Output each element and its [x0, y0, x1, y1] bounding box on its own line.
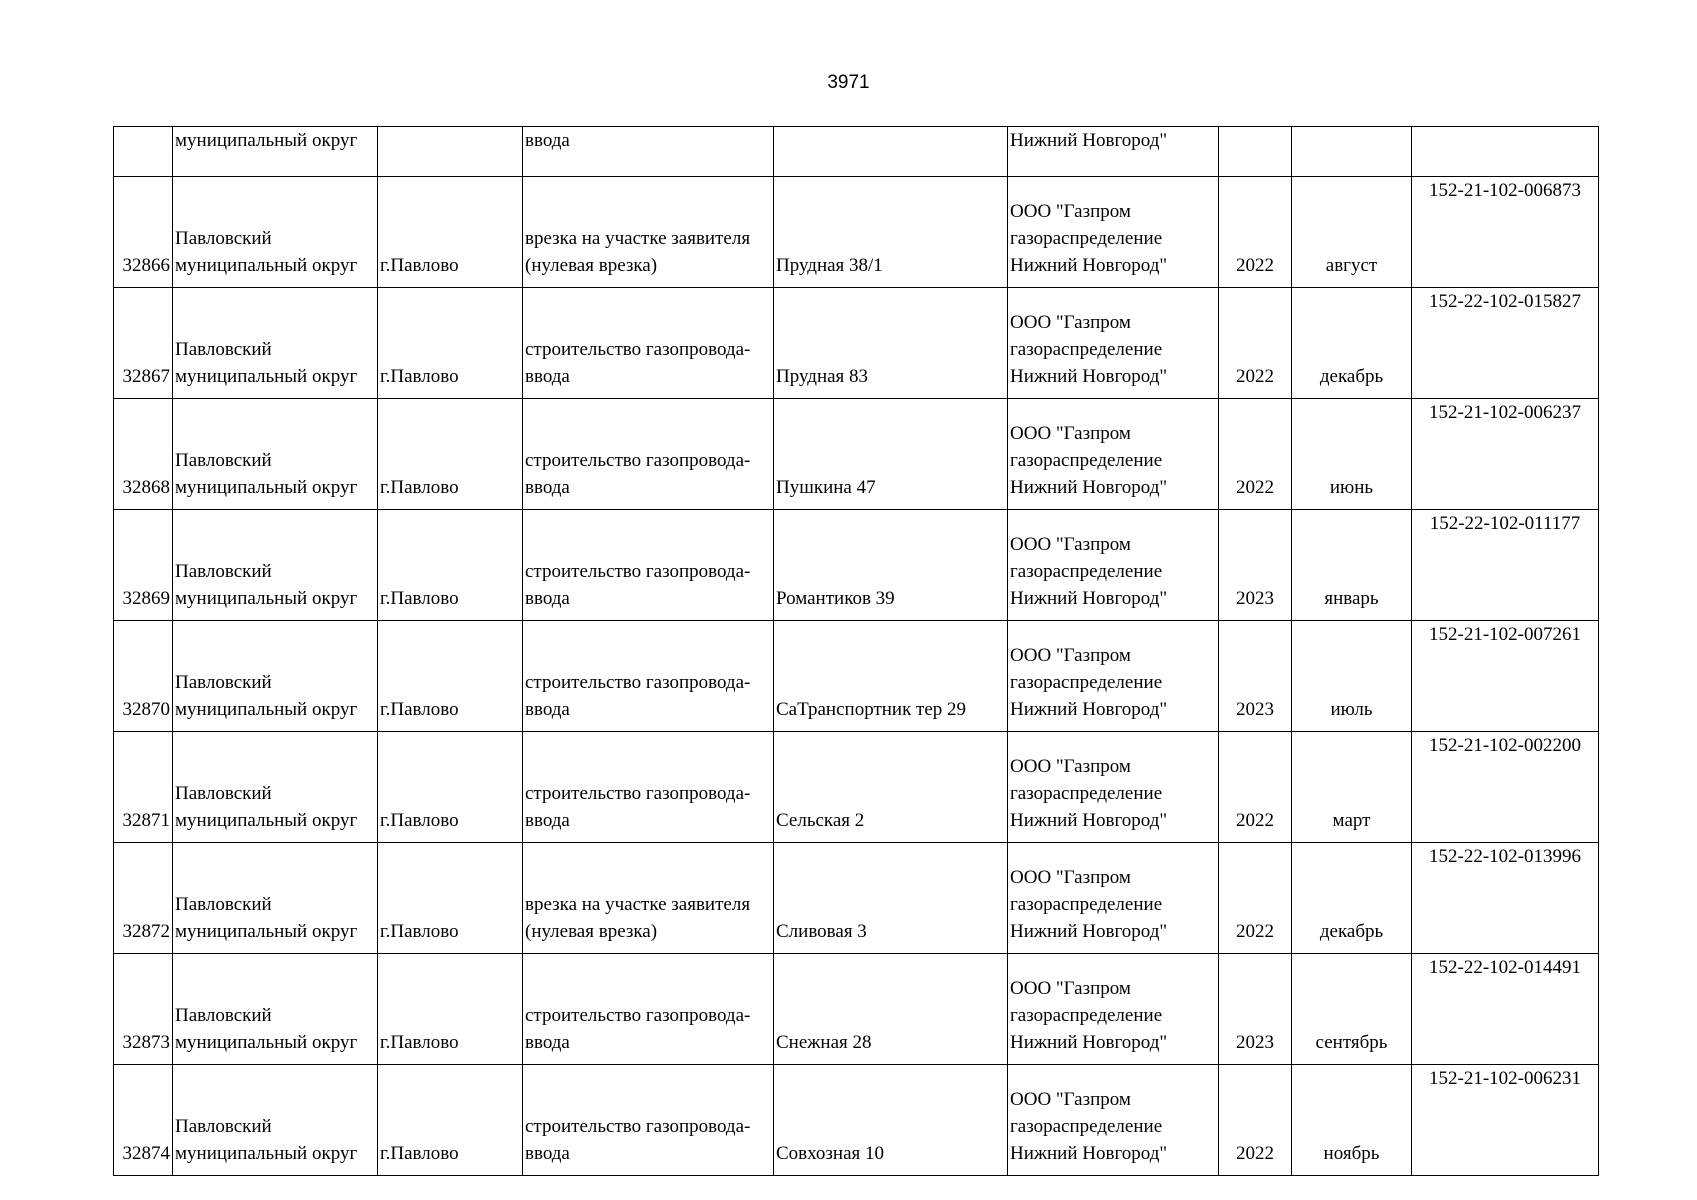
cell-code: 152-22-102-013996 — [1412, 843, 1599, 954]
district-line: муниципальный округ — [175, 921, 358, 942]
district-line: муниципальный округ — [175, 1032, 358, 1053]
work-type-line: (нулевая врезка) — [525, 921, 658, 942]
cell-settlement: г.Павлово — [378, 732, 523, 843]
work-type-line: ввода — [525, 1032, 570, 1053]
cell-work-type — [523, 1065, 774, 1176]
district-line: Павловский — [175, 894, 272, 915]
cell-district — [173, 1065, 378, 1176]
cell-address: Прудная 38/1 — [774, 177, 1008, 288]
cell-month: июнь — [1292, 399, 1412, 510]
cell-code: 152-22-102-015827 — [1412, 288, 1599, 399]
cell-district — [173, 399, 378, 510]
work-type-line: врезка на участке заявителя — [525, 228, 751, 249]
org-line: Нижний Новгород" — [1010, 366, 1168, 387]
cell-organization — [1008, 1065, 1219, 1176]
cell-district: муниципальный округ — [173, 127, 378, 177]
cell-settlement — [378, 127, 523, 177]
cell-work-type — [523, 843, 774, 954]
org-line: ООО "Газпром — [1010, 534, 1131, 555]
cell-num: 32869 — [114, 510, 173, 621]
work-type-line: ввода — [525, 699, 570, 720]
cell-code: 152-21-102-002200 — [1412, 732, 1599, 843]
work-type-line: ввода — [525, 810, 570, 831]
cell-organization — [1008, 954, 1219, 1065]
work-type-line: ввода — [525, 366, 570, 387]
cell-year: 2023 — [1219, 510, 1292, 621]
org-line: Нижний Новгород" — [1010, 588, 1168, 609]
district-line: Павловский — [175, 783, 272, 804]
org-line: ООО "Газпром — [1010, 201, 1131, 222]
cell-work-type — [523, 510, 774, 621]
cell-organization — [1008, 177, 1219, 288]
org-line: Нижний Новгород" — [1010, 810, 1168, 831]
table-row — [114, 732, 1599, 843]
cell-district — [173, 954, 378, 1065]
cell-work-type — [523, 177, 774, 288]
table-row — [114, 288, 1599, 399]
district-line: муниципальный округ — [175, 1143, 358, 1164]
org-line: газораспределение — [1010, 1116, 1163, 1137]
district-line: муниципальный округ — [175, 588, 358, 609]
cell-year — [1219, 127, 1292, 177]
district-line: Павловский — [175, 450, 272, 471]
district-line: Павловский — [175, 1116, 272, 1137]
cell-address: Снежная 28 — [774, 954, 1008, 1065]
district-line: муниципальный округ — [175, 366, 358, 387]
work-type-line: строительство газопровода- — [525, 561, 751, 582]
cell-settlement: г.Павлово — [378, 510, 523, 621]
cell-month: март — [1292, 732, 1412, 843]
cell-district — [173, 288, 378, 399]
cell-year: 2022 — [1219, 177, 1292, 288]
work-type-line: ввода — [525, 1143, 570, 1164]
cell-year: 2023 — [1219, 954, 1292, 1065]
work-type-line: (нулевая врезка) — [525, 255, 658, 276]
cell-settlement: г.Павлово — [378, 288, 523, 399]
cell-year: 2022 — [1219, 843, 1292, 954]
cell-month: август — [1292, 177, 1412, 288]
org-line: газораспределение — [1010, 894, 1163, 915]
district-line: Павловский — [175, 672, 272, 693]
cell-settlement: г.Павлово — [378, 399, 523, 510]
org-line: газораспределение — [1010, 783, 1163, 804]
table-row — [114, 954, 1599, 1065]
cell-address: Сельская 2 — [774, 732, 1008, 843]
org-line: газораспределение — [1010, 1005, 1163, 1026]
org-line: Нижний Новгород" — [1010, 1032, 1168, 1053]
org-line: ООО "Газпром — [1010, 756, 1131, 777]
cell-address: Романтиков 39 — [774, 510, 1008, 621]
table-row — [114, 843, 1599, 954]
cell-settlement: г.Павлово — [378, 1065, 523, 1176]
cell-code — [1412, 127, 1599, 177]
table-row — [114, 177, 1599, 288]
cell-month: декабрь — [1292, 843, 1412, 954]
cell-year: 2022 — [1219, 399, 1292, 510]
cell-num: 32870 — [114, 621, 173, 732]
org-line: газораспределение — [1010, 339, 1163, 360]
work-type-line: ввода — [525, 588, 570, 609]
cell-district — [173, 732, 378, 843]
table-row — [114, 399, 1599, 510]
district-line: Павловский — [175, 561, 272, 582]
cell-organization: Нижний Новгород" — [1008, 127, 1219, 177]
org-line: ООО "Газпром — [1010, 1089, 1131, 1110]
work-type-line: строительство газопровода- — [525, 783, 751, 804]
cell-month: июль — [1292, 621, 1412, 732]
cell-code: 152-21-102-007261 — [1412, 621, 1599, 732]
org-line: Нижний Новгород" — [1010, 699, 1168, 720]
cell-district — [173, 621, 378, 732]
org-line: ООО "Газпром — [1010, 312, 1131, 333]
cell-address: Прудная 83 — [774, 288, 1008, 399]
cell-month: январь — [1292, 510, 1412, 621]
table-row — [114, 510, 1599, 621]
cell-work-type — [523, 954, 774, 1065]
cell-settlement: г.Павлово — [378, 954, 523, 1065]
cell-work-type — [523, 621, 774, 732]
cell-organization — [1008, 843, 1219, 954]
org-line: ООО "Газпром — [1010, 867, 1131, 888]
cell-settlement: г.Павлово — [378, 843, 523, 954]
cell-num — [114, 127, 173, 177]
cell-work-type — [523, 732, 774, 843]
cell-organization — [1008, 732, 1219, 843]
cell-year: 2022 — [1219, 288, 1292, 399]
org-line: газораспределение — [1010, 672, 1163, 693]
work-type-line: врезка на участке заявителя — [525, 894, 751, 915]
work-type-line: ввода — [525, 477, 570, 498]
cell-month: сентябрь — [1292, 954, 1412, 1065]
cell-organization — [1008, 510, 1219, 621]
cell-num: 32867 — [114, 288, 173, 399]
cell-num: 32871 — [114, 732, 173, 843]
org-line: Нижний Новгород" — [1010, 477, 1168, 498]
cell-year: 2022 — [1219, 732, 1292, 843]
cell-code: 152-21-102-006237 — [1412, 399, 1599, 510]
work-type-line: строительство газопровода- — [525, 1116, 751, 1137]
cell-work-type — [523, 288, 774, 399]
cell-district — [173, 177, 378, 288]
cell-num: 32868 — [114, 399, 173, 510]
cell-num: 32874 — [114, 1065, 173, 1176]
district-line: Павловский — [175, 228, 272, 249]
cell-num: 32866 — [114, 177, 173, 288]
cell-organization — [1008, 399, 1219, 510]
cell-address: Пушкина 47 — [774, 399, 1008, 510]
cell-work-type: ввода — [523, 127, 774, 177]
cell-address: Сливовая 3 — [774, 843, 1008, 954]
cell-organization — [1008, 288, 1219, 399]
district-line: Павловский — [175, 339, 272, 360]
org-line: Нижний Новгород" — [1010, 255, 1168, 276]
work-type-line: строительство газопровода- — [525, 450, 751, 471]
district-line: муниципальный округ — [175, 810, 358, 831]
cell-num: 32872 — [114, 843, 173, 954]
cell-code: 152-22-102-014491 — [1412, 954, 1599, 1065]
cell-address: Совхозная 10 — [774, 1065, 1008, 1176]
district-line: муниципальный округ — [175, 255, 358, 276]
cell-month: декабрь — [1292, 288, 1412, 399]
table-row — [114, 621, 1599, 732]
page-number: 3971 — [827, 72, 870, 93]
cell-year: 2023 — [1219, 621, 1292, 732]
work-type-line: строительство газопровода- — [525, 339, 751, 360]
org-line: Нижний Новгород" — [1010, 1143, 1168, 1164]
cell-code: 152-21-102-006873 — [1412, 177, 1599, 288]
district-line: муниципальный округ — [175, 477, 358, 498]
org-line: Нижний Новгород" — [1010, 921, 1168, 942]
cell-month — [1292, 127, 1412, 177]
cell-num: 32873 — [114, 954, 173, 1065]
org-line: ООО "Газпром — [1010, 423, 1131, 444]
cell-district — [173, 510, 378, 621]
cell-code: 152-22-102-011177 — [1412, 510, 1599, 621]
cell-settlement: г.Павлово — [378, 621, 523, 732]
work-type-line: строительство газопровода- — [525, 672, 751, 693]
district-line: муниципальный округ — [175, 699, 358, 720]
table-row — [114, 1065, 1599, 1176]
registry-table — [113, 126, 1599, 1176]
cell-address: СаТранспортник тер 29 — [774, 621, 1008, 732]
cell-year: 2022 — [1219, 1065, 1292, 1176]
work-type-line: строительство газопровода- — [525, 1005, 751, 1026]
district-line: Павловский — [175, 1005, 272, 1026]
cell-work-type — [523, 399, 774, 510]
continuation-row — [114, 127, 1599, 177]
org-line: газораспределение — [1010, 228, 1163, 249]
cell-district — [173, 843, 378, 954]
org-line: ООО "Газпром — [1010, 645, 1131, 666]
cell-settlement: г.Павлово — [378, 177, 523, 288]
org-line: газораспределение — [1010, 561, 1163, 582]
cell-month: ноябрь — [1292, 1065, 1412, 1176]
cell-organization — [1008, 621, 1219, 732]
cell-address — [774, 127, 1008, 177]
org-line: газораспределение — [1010, 450, 1163, 471]
cell-code: 152-21-102-006231 — [1412, 1065, 1599, 1176]
org-line: ООО "Газпром — [1010, 978, 1131, 999]
